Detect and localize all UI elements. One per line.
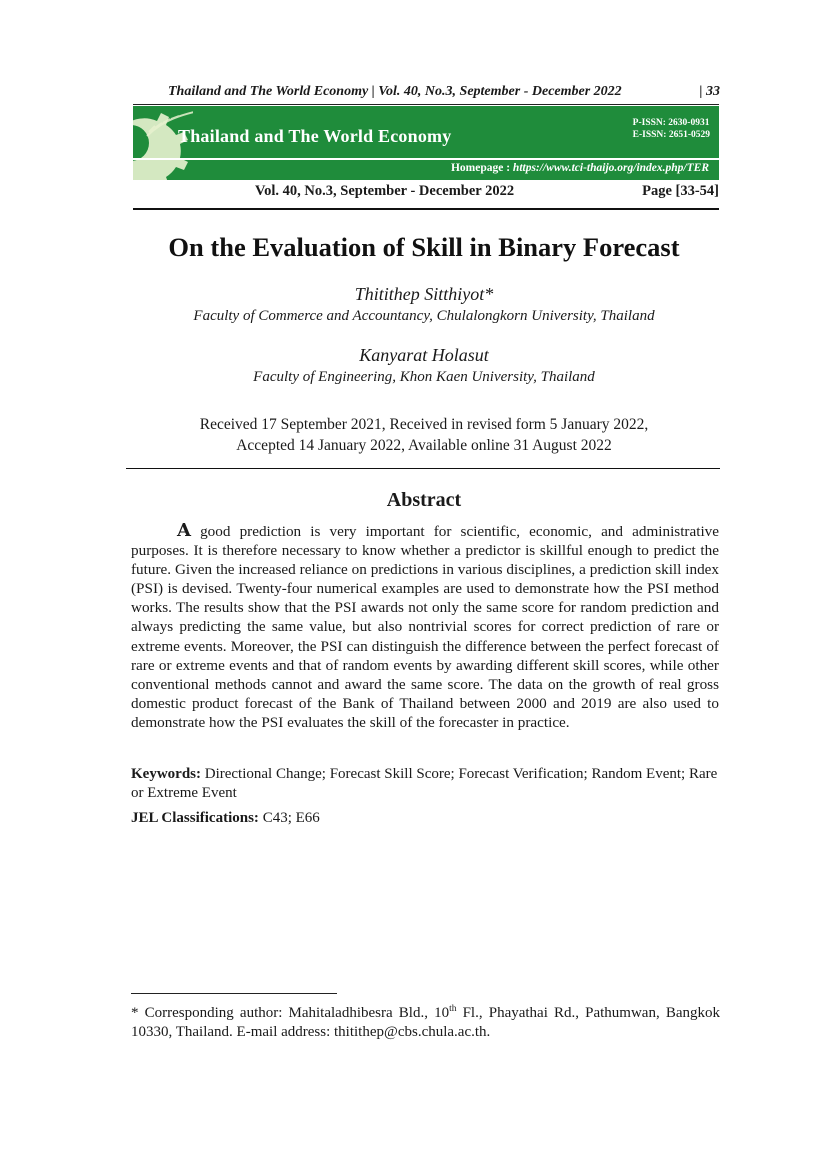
keywords (131, 765, 721, 803)
e-issn: E-ISSN: 2651-0529 (632, 130, 710, 140)
article-dates (0, 414, 827, 456)
dates-line: Received 17 September 2021, Received in revised form 5 January 2022, (199, 416, 649, 433)
issue-pages: Page [33-54] (642, 183, 719, 199)
dates-line: Accepted 14 January 2022, Available online 31 August 2022 (236, 437, 612, 454)
jel-text: C43; E66 (258, 810, 320, 826)
running-head-text: Thailand and The World Economy | Vol. 40, No.3, September - December 2022 (168, 84, 622, 99)
homepage-link[interactable]: https://www.tci-thaijo.org/index.php/TER (512, 162, 709, 174)
jel-classifications (131, 810, 320, 827)
article-title: On the Evaluation of Skill in Binary Forecast (168, 232, 680, 262)
issue-volume: Vol. 40, No.3, September - December 2022 (255, 183, 515, 199)
p-issn: P-ISSN: 2630-0931 (632, 118, 710, 128)
banner-divider (133, 158, 719, 160)
keywords-label: Keywords: (131, 766, 201, 782)
footnote-superscript: th (449, 1004, 457, 1014)
abstract-dropcap: A (177, 520, 191, 541)
abstract-heading: Abstract (386, 489, 462, 511)
abstract-rule (126, 468, 720, 469)
author-name: Thitithep Sitthiyot* (354, 284, 494, 304)
homepage-label: Homepage : (450, 162, 511, 174)
header-rule (133, 104, 719, 105)
author-name: Kanyarat Holasut (359, 345, 489, 365)
jel-label: JEL Classifications: (131, 810, 259, 826)
issue-rule (133, 208, 719, 210)
footnote-text-rest: Fl., Phayathai Rd., Pathumwan, Bangkok 10330, Thailand. E-mail address: thitithep@cbs.chula.ac.th. (131, 1005, 720, 1040)
homepage-line (451, 162, 709, 174)
running-head-page-number: | 33 (699, 84, 720, 99)
abstract-body (131, 521, 719, 732)
banner-journal-name: Thailand and The World Economy (178, 126, 452, 146)
author-affiliation: Faculty of Engineering, Khon Kaen University, Thailand (253, 369, 595, 385)
journal-banner (133, 106, 719, 180)
running-head (168, 84, 720, 100)
footnote-text: * Corresponding author: Mahitaladhibesra Bld., 10 (131, 1005, 450, 1021)
author-affiliation: Faculty of Commerce and Accountancy, Chulalongkorn University, Thailand (193, 308, 655, 324)
issn-block (633, 117, 710, 141)
keywords-text: Directional Change; Forecast Skill Score; Forecast Verification; Random Event; Rare or Extreme Event (131, 766, 718, 801)
footnote (131, 1000, 720, 1042)
abstract-text: good prediction is very important for scientific, economic, and administrative purposes. It is therefore necessary to know whether a predictor is skillful enough to predict the future. Given the increased reliance on predictions in various disciplines, a prediction skill index (PSI) is devised. Twenty-four numerical examples are used to demonstrate how the PSI method works. The results show that the PSI awards not only the same score for random prediction and always predicting the same value, but also nontrivial scores for correct prediction of rare or extreme events. Moreover, the PSI can distinguish the difference between the perfect forecast of rare or extreme events and that of random events by awarding different skill scores, while other conventional methods cannot and award the same score. The data on the growth of real gross domestic product forecast of the Bank of Thailand between 2000 and 2019 are also used to demonstrate how the PSI evaluates the skill of the forecaster in practice. (131, 523, 719, 731)
footnote-rule (131, 993, 337, 994)
